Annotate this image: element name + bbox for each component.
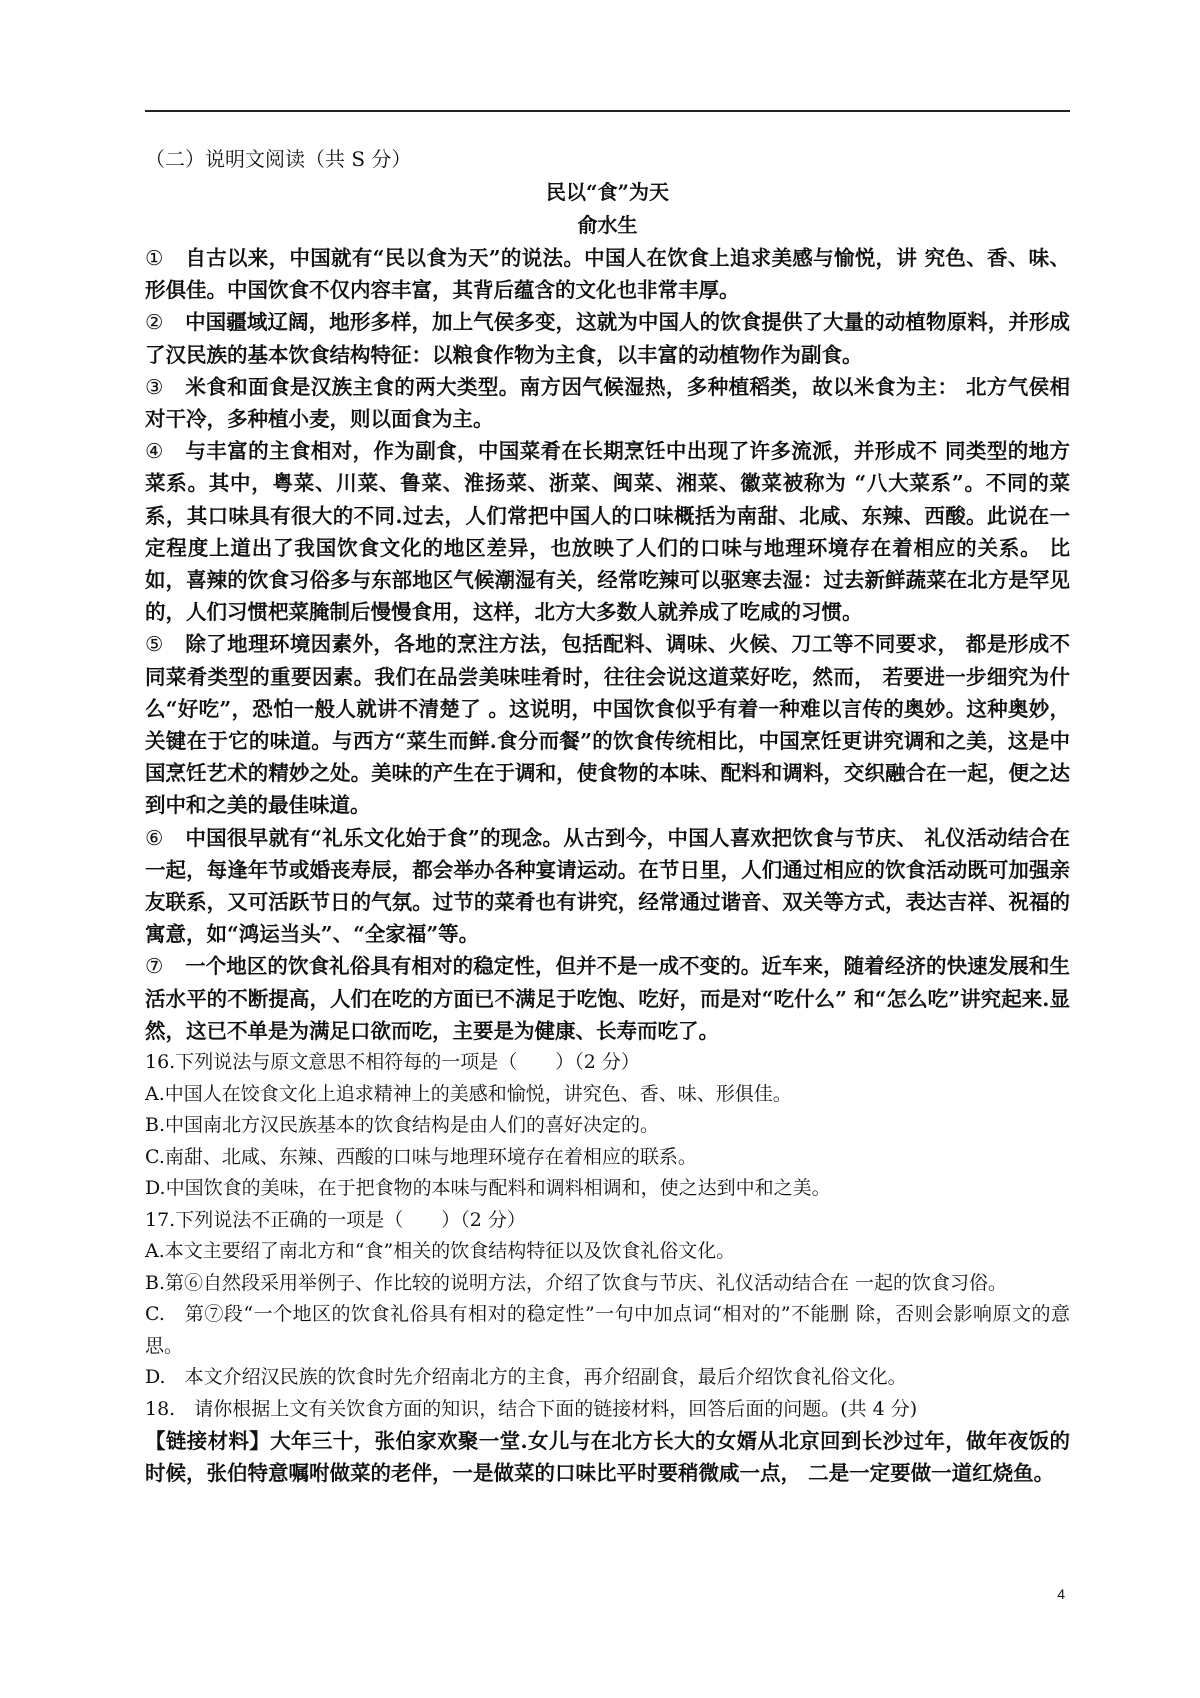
- paragraph-3: [145, 371, 1070, 435]
- paragraph-number: ①: [145, 246, 164, 270]
- question-16-option-d: D.中国饮食的美味，在于把食物的本味与配料和调料相调和，使之达到中和之美。: [145, 1177, 831, 1200]
- paragraph-1: [145, 242, 1070, 306]
- paragraph-2: [145, 306, 1070, 370]
- question-17-option-a: A.本文主要绍了南北方和“食”相关的饮食结构特征以及饮食礼俗文化。: [145, 1240, 736, 1263]
- question-16-stem: 16.下列说法与原文意思不相符每的一项是（ ）（2 分）: [145, 1051, 640, 1074]
- paragraph-text: 米食和面食是汉族主食的两大类型。南方因气候湿热，多种植稻类，故以米食为主： 北方气侯相对干冷，多种植小麦，则以面食为主。: [145, 374, 1070, 432]
- document-content: [145, 143, 1070, 1489]
- paragraph-number: ⑥: [145, 825, 164, 850]
- paragraph-text: 中国疆域辽阔，地形多样，加上气侯多变，这就为中国人的饮食提供了大量的动植物原料，并形成了汉民族的基本饮食结构特征：以粮食作物为主食，以丰富的动植物作为副食。: [145, 310, 1070, 367]
- paragraph-number: ④: [145, 439, 164, 464]
- question-17-option-b: B.第⑥自然段采用举例子、作比较的说明方法，介绍了饮食与节庆、礼仪活动结合在 一起的饮食习俗。: [145, 1271, 1008, 1294]
- question-17-stem: 17.下列说法不正确的一项是（ ）（2 分）: [145, 1208, 526, 1231]
- paragraph-6: [145, 822, 1070, 951]
- paragraph-text: 一个地区的饮食礼俗具有相对的稳定性，但并不是一成不变的。近车来，随着经济的快速发展和生活水平的不断提高，人们在吃的方面已不满足于吃饱、吃好，而是对“吃什么” 和“怎么吃”讲究起来.显然，这已不单是为满足口欲而吃，主要是为健康、长寿而吃了。: [145, 954, 1070, 1043]
- question-18-stem: 18. 请你根据上文有关饮食方面的知识，结合下面的链接材料，回答后面的问题。(共 4 分): [145, 1397, 918, 1420]
- question-16-option-c: C.南甜、北咸、东辣、西酸的口味与地理环境存在着相应的联系。: [145, 1145, 697, 1168]
- question-17-option-d: D. 本文介绍汉民族的饮食时先介绍南北方的主食，再介绍副食，最后介绍饮食礼俗文化。: [145, 1366, 907, 1389]
- header-rule: [145, 110, 1070, 112]
- link-material-label: 【链接材料】: [145, 1429, 271, 1454]
- paragraph-7: [145, 950, 1070, 1047]
- question-17-option-c: C. 第⑦段“一个地区的饮食礼俗具有相对的稳定性”一句中加点词“相对的”不能删 除，否则会影响原文的意思。: [145, 1303, 1070, 1357]
- paragraph-number: ⑦: [145, 954, 164, 979]
- paragraph-number: ③: [145, 374, 164, 399]
- question-16-option-b: B.中国南北方汉民族基本的饮食结构是由人们的喜好决定的。: [145, 1114, 660, 1137]
- page-number: 4: [1057, 1586, 1065, 1602]
- link-material-text: 大年三十，张伯家欢聚一堂.女儿与在北方长大的女婿从北京回到长沙过年，做年夜饭的时候，张伯特意嘱咐做菜的老伴，一是做菜的口味比平时要稍微咸一点， 二是一定要做一道红烧鱼。: [145, 1429, 1071, 1486]
- article-title: 民以“食”为天: [545, 180, 669, 204]
- paragraph-5: [145, 628, 1070, 821]
- paragraph-text: 自古以来，中国就有“民以食为天”的说法。中国人在饮食上追求美感与愉悦，讲 究色、香、味、形俱佳。中国饮食不仅内容丰富，其背后蕴含的文化也非常丰厚。: [145, 246, 1070, 303]
- question-16-option-a: A.中国人在饺食文化上追求精神上的美感和愉悦，讲究色、香、味、形俱佳。: [145, 1082, 792, 1105]
- paragraph-text: 除了地理环境因素外，各地的烹注方法，包括配料、调味、火候、刀工等不同要求， 都是形成不同菜肴类型的重要因素。我们在品尝美味哇肴时，往往会说这道菜好吃，然而， 若要进一步细究为什么“好吃”，恐怕一般人就讲不清楚了 。这说明，中国饮食似乎有着一种难以言传的奥妙。这种奥妙，关键在于它的味道。与西方“菜生而鲜.食分而餐”的饮食传统相比，中国烹饪更讲究调和之美，这是中国烹饪艺术的精妙之处。美味的产生在于调和，使食物的本味、配料和调料，交织融合在一起，便之达到中和之美的最佳味道。: [145, 632, 1070, 818]
- link-material: [145, 1425, 1070, 1489]
- article-author: 俞水生: [577, 213, 638, 237]
- paragraph-text: 中国很早就有“礼乐文化始于食”的现念。从古到今，中国人喜欢把饮食与节庆、 礼仪活动结合在一起，每逢年节或婚丧寿辰，都会举办各种宴请运动。在节日里，人们通过相应的饮食活动既可加强亲友联系，又可活跃节日的气氛。过节的菜肴也有讲究，经常通过谐音、双关等方式，表达吉祥、祝福的寓意，如“鸿运当头”、“全家福”等。: [145, 825, 1070, 947]
- paragraph-number: ②: [145, 310, 164, 335]
- paragraph-text: 与丰富的主食相对，作为副食，中国菜肴在长期烹饪中出现了许多流派，并形成不 同类型的地方菜系。其中，粤菜、川菜、鲁菜、淮扬菜、浙菜、闽菜、湘菜、徽菜被称为 “八大菜系”。不同的菜系，其口味具有很大的不同.过去，人们常把中国人的口味概括为南甜、北咸、东辣、西酸。此说在一定程度上道出了我国饮食文化的地区差异，也放映了人们的口味与地理环境存在着相应的关系。 比如，喜辣的饮食习俗多与东部地区气候潮湿有关，经常吃辣可以驱寒去湿：过去新鲜蔬菜在北方是罕见的，人们习惯杷菜腌制后慢慢食用，这样，北方大多数人就养成了吃咸的习惯。: [145, 439, 1070, 625]
- paragraph-number: ⑤: [145, 632, 164, 657]
- section-title: （二）说明文阅读（共 S 分）: [145, 147, 412, 171]
- paragraph-4: [145, 435, 1070, 628]
